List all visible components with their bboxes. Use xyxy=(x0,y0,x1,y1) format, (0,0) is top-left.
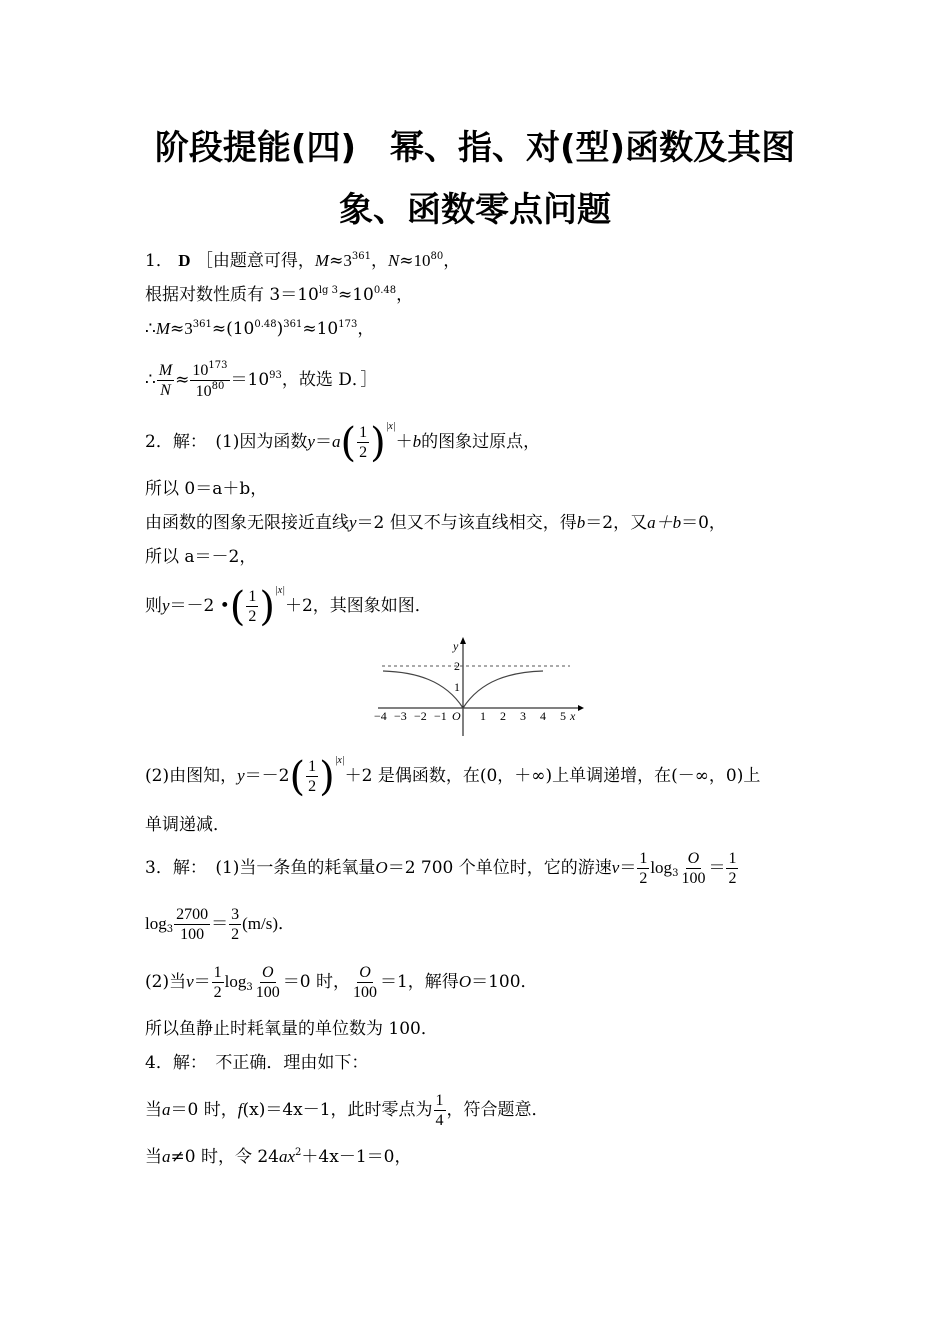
numerator: M xyxy=(158,362,173,379)
exponent: 93 xyxy=(269,370,282,381)
var-v: v xyxy=(186,972,194,991)
q2-text: ＋2 是偶函数，在(0，＋∞)上单调递增，在(－∞，0)上 xyxy=(344,766,761,786)
exponent: 361 xyxy=(283,319,303,330)
q1-text: ≈10 xyxy=(302,319,339,339)
q1-line-2 xyxy=(145,284,413,306)
denominator: 100 xyxy=(180,926,205,943)
x-tick: 3 xyxy=(520,709,526,723)
denominator: 2 xyxy=(248,608,257,625)
x-label: x xyxy=(570,709,576,723)
q3-text: (2)当 xyxy=(145,972,187,992)
var-a: a xyxy=(162,1147,171,1166)
numerator: 3 xyxy=(231,906,240,923)
y-tick-2: 2 xyxy=(454,659,460,673)
comma: ， xyxy=(396,285,414,305)
numerator: 1 xyxy=(728,850,737,867)
fraction-O-over-100 xyxy=(679,849,707,888)
page-title-line-2: 象、函数零点问题 xyxy=(339,190,611,230)
var-M: M xyxy=(155,319,170,338)
paren: ( xyxy=(229,583,246,630)
fraction-O-over-100 xyxy=(254,963,282,1002)
exponent: 80 xyxy=(211,381,225,392)
x-tick: 2 xyxy=(500,709,506,723)
q4-text: (x)＝4x－1，此时零点为 xyxy=(242,1100,433,1120)
exponent: 2 xyxy=(295,1147,302,1158)
equals: ＝ xyxy=(211,914,229,934)
equals: ＝ xyxy=(314,432,332,452)
log-base: 3 xyxy=(246,982,253,993)
q2-text: ＝0， xyxy=(681,513,726,533)
var-O: O xyxy=(458,972,472,991)
exponent: 0.48 xyxy=(254,319,277,330)
fraction-half xyxy=(357,423,369,462)
origin-label: O xyxy=(452,709,461,723)
q2-number: 2．解： xyxy=(145,432,199,452)
x-axis-arrow xyxy=(578,705,584,711)
q4-line-3 xyxy=(145,1146,411,1168)
var-v: v xyxy=(611,858,620,877)
q3-text: ＝0 时， xyxy=(282,972,350,992)
numerator: 1 xyxy=(359,424,368,441)
y-tick-1: 1 xyxy=(454,680,460,694)
fraction-powers xyxy=(190,360,229,401)
numerator: 1 xyxy=(435,1092,444,1109)
var-M: M xyxy=(314,251,330,270)
var-a: a xyxy=(331,432,341,451)
denominator: 4 xyxy=(435,1112,444,1129)
q2-text: 的图象过原点， xyxy=(421,432,541,452)
num: 10 xyxy=(413,251,431,270)
q3-line-2 xyxy=(145,902,295,946)
q2-text: ＝2，又 xyxy=(585,513,648,533)
function-graph xyxy=(370,632,590,742)
log: log xyxy=(650,858,673,877)
x-tick: 4 xyxy=(540,709,546,723)
log-base: 3 xyxy=(672,868,679,879)
q1-text: ) xyxy=(276,319,284,339)
exponent: |x| xyxy=(334,755,345,766)
log: log xyxy=(224,972,247,991)
q1-number: 1． xyxy=(145,251,173,271)
denominator: 2 xyxy=(308,778,317,795)
approx-sign: ≈ xyxy=(170,319,185,339)
denominator: 100 xyxy=(352,984,377,1001)
q3-text: 所以鱼静止时耗氧量的单位数为 100． xyxy=(145,1019,438,1039)
denominator: 2 xyxy=(639,870,648,887)
denominator: 2 xyxy=(728,870,737,887)
q2-text: (1)因为函数 xyxy=(198,432,308,452)
num: 3 xyxy=(184,319,193,338)
q4-line-2 xyxy=(145,1088,549,1132)
q3-part2-line-2 xyxy=(145,1018,438,1040)
x-tick: 1 xyxy=(480,709,486,723)
fraction-half xyxy=(637,849,649,888)
var-ax: ax xyxy=(279,1147,296,1166)
approx-sign: ≈ xyxy=(329,251,344,271)
var-y: y xyxy=(237,766,245,785)
var-b: b xyxy=(412,432,422,451)
exponent: |x| xyxy=(385,421,396,432)
denominator: N xyxy=(160,382,171,399)
num: 10 xyxy=(192,362,209,379)
q3-part2-line-1 xyxy=(145,960,538,1004)
numerator xyxy=(190,360,229,381)
numerator: 2700 xyxy=(176,906,209,923)
numerator: O xyxy=(687,850,700,867)
y-axis-arrow xyxy=(460,637,466,644)
q4-text: ＋4x－1＝0， xyxy=(301,1147,412,1167)
var-a: a xyxy=(162,1100,171,1119)
fraction-1-over-4 xyxy=(434,1091,446,1130)
q2-text: ＝2 但又不与该直线相交，得 xyxy=(356,513,577,533)
q3-number: 3．解： xyxy=(145,858,199,878)
q3-text: ＝2 700 个单位时，它的游速 xyxy=(387,858,612,878)
denominator: 100 xyxy=(255,984,280,1001)
q1-line-3 xyxy=(145,318,374,340)
unit: (m/s)． xyxy=(242,914,295,933)
num: 10 xyxy=(195,383,212,400)
approx-sign: ≈ xyxy=(399,251,414,271)
paren: ( xyxy=(289,753,306,800)
q4-line-1 xyxy=(145,1052,368,1074)
q2-text: (2)由图知， xyxy=(145,766,238,786)
numerator: 1 xyxy=(248,588,257,605)
exponent: 0.48 xyxy=(373,285,397,296)
therefore: ∴ xyxy=(145,319,156,339)
page-title-line-1: 阶段提能(四) 幂、指、对(型)函数及其图 xyxy=(154,128,796,168)
q3-text: ＝100． xyxy=(471,972,538,992)
var-y: y xyxy=(349,513,357,532)
fraction-half xyxy=(246,587,258,626)
q1-text: ＝10 xyxy=(230,370,270,390)
fraction-half xyxy=(306,757,318,796)
y-label: y xyxy=(453,639,459,653)
q4-number: 4．解： xyxy=(145,1053,199,1073)
numerator: O xyxy=(261,964,274,981)
q3-text: (1)当一条鱼的耗氧量 xyxy=(198,858,376,878)
x-tick: −2 xyxy=(414,709,427,723)
fraction-O-over-100 xyxy=(351,963,379,1002)
denominator: 2 xyxy=(231,926,240,943)
q4-text: 当 xyxy=(145,1100,162,1120)
expr: a＋b xyxy=(647,513,682,532)
q2-text: ＝－2 xyxy=(244,766,290,786)
exponent: 173 xyxy=(338,319,358,330)
exponent: 80 xyxy=(430,251,444,262)
q4-text: ，符合题意． xyxy=(446,1100,549,1120)
fraction-2700-over-100 xyxy=(174,905,210,944)
var-y: y xyxy=(162,596,170,615)
q2-part2-line-2 xyxy=(145,814,230,836)
equals: ＝ xyxy=(708,858,726,878)
q4-text: 当 xyxy=(145,1147,162,1167)
paren: ) xyxy=(259,583,276,630)
x-tick: −4 xyxy=(374,709,387,723)
var-f: f xyxy=(237,1100,243,1119)
denominator: 2 xyxy=(213,984,222,1001)
q2-text: ＋2，其图象如图． xyxy=(284,596,432,616)
q2-line-5 xyxy=(145,584,432,628)
exponent: 361 xyxy=(351,251,371,262)
x-tick: −1 xyxy=(434,709,447,723)
paren: ) xyxy=(370,419,386,466)
var-y: y xyxy=(307,432,315,451)
log: log xyxy=(145,914,167,933)
equals: ＝ xyxy=(193,972,211,992)
equals: ＝ xyxy=(619,858,637,878)
q3-line-1 xyxy=(145,846,739,890)
q1-line-4 xyxy=(145,360,377,401)
var-N: N xyxy=(387,251,400,270)
exponent: 173 xyxy=(208,360,228,371)
exponent: lg 3 xyxy=(318,285,338,296)
x-tick: 5 xyxy=(560,709,566,723)
fraction-half xyxy=(212,963,224,1002)
num: 3 xyxy=(343,251,352,270)
x-tick: −3 xyxy=(394,709,407,723)
q2-line-4 xyxy=(145,546,256,568)
q4-text: 不正确．理由如下： xyxy=(198,1053,369,1073)
comma: ， xyxy=(443,251,461,271)
var-O: O xyxy=(375,858,388,877)
q2-text: ＝－2 • xyxy=(169,596,230,616)
q2-text: 则 xyxy=(145,596,162,616)
q2-text: 由函数的图象无限接近直线 xyxy=(145,513,349,533)
numerator: 1 xyxy=(639,850,648,867)
numerator: 1 xyxy=(213,964,222,981)
q4-text: ＝0 时， xyxy=(170,1100,238,1120)
q2-part2-line-1 xyxy=(145,752,760,800)
q1-text: ≈10 xyxy=(338,285,374,305)
q1-text: ≈(10 xyxy=(211,319,255,339)
comma: ， xyxy=(370,251,388,271)
q1-text: ［由题意可得， xyxy=(195,251,315,271)
denominator: 100 xyxy=(681,870,706,887)
q1-line-1 xyxy=(145,250,460,272)
exponent: |x| xyxy=(275,585,285,596)
exponent: 361 xyxy=(192,319,212,330)
fraction-half xyxy=(726,849,738,888)
q2-text: 所以 a＝－2， xyxy=(145,547,257,567)
therefore: ∴ xyxy=(145,370,156,390)
q4-text: ≠0 时，令 24 xyxy=(170,1147,279,1167)
q1-answer: D xyxy=(178,251,191,270)
q2-line-3 xyxy=(145,512,726,534)
paren: ) xyxy=(319,753,335,800)
paren: ( xyxy=(340,419,357,466)
comma: ， xyxy=(357,319,375,339)
denominator: 2 xyxy=(359,444,368,461)
q2-line-2 xyxy=(145,478,267,500)
fraction-3-over-2 xyxy=(229,905,241,944)
var-b: b xyxy=(576,513,586,532)
q3-text: ＝1，解得 xyxy=(379,972,459,992)
q2-text: 所以 0＝a＋b， xyxy=(145,479,268,499)
q2-text: 单调递减． xyxy=(145,815,230,835)
q1-text: ，故选 D．］ xyxy=(281,370,378,390)
numerator: 1 xyxy=(308,758,317,775)
denominator xyxy=(194,381,227,401)
approx-sign: ≈ xyxy=(175,370,190,390)
numerator: O xyxy=(359,964,371,981)
plus: ＋ xyxy=(395,432,413,452)
fraction-M-over-N xyxy=(157,361,174,400)
log-base: 3 xyxy=(166,924,174,935)
q1-text: 根据对数性质有 3＝10 xyxy=(145,285,319,305)
q2-line-1 xyxy=(145,420,540,464)
